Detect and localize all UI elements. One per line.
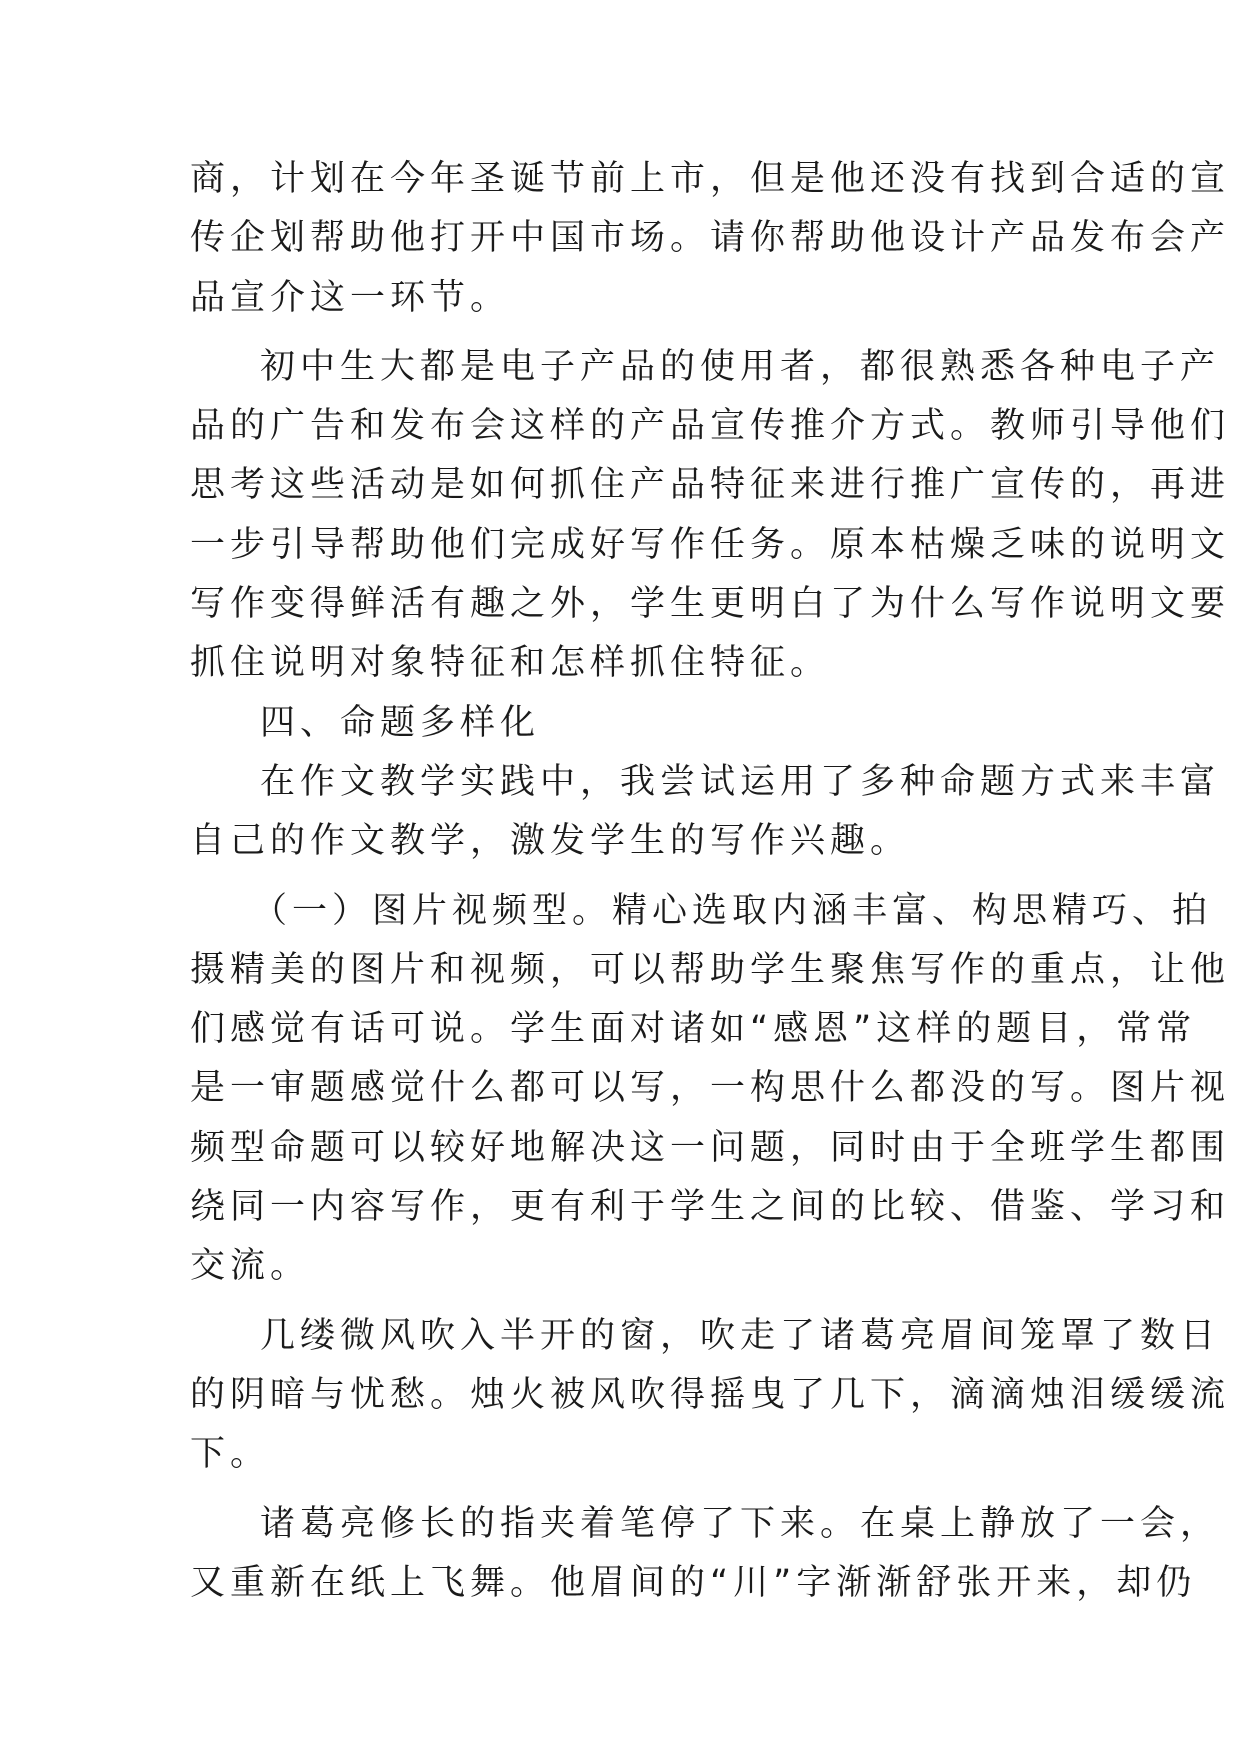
text-line: 诸葛亮修长的指夹着笔停了下来。在桌上静放了一会，	[260, 1503, 1221, 1544]
text-line: 抓住说明对象特征和怎样抓住特征。	[190, 643, 831, 684]
section-heading-text: 四、命题多样化	[260, 702, 541, 743]
text-line: 交流。	[190, 1246, 311, 1287]
text-line: 初中生大都是电子产品的使用者，都很熟悉各种电子产	[260, 346, 1221, 387]
text-line: 写作变得鲜活有趣之外，学生更明白了为什么写作说明文要	[190, 584, 1231, 625]
text-line: 频型命题可以较好地解决这一问题，同时由于全班学生都围	[190, 1127, 1231, 1168]
text-line: 自己的作文教学，激发学生的写作兴趣。	[190, 821, 911, 862]
text-line: 下。	[190, 1434, 271, 1475]
text-line: 绕同一内容写作，更有利于学生之间的比较、借鉴、学习和	[190, 1187, 1231, 1228]
paragraph-picture-video-type	[190, 882, 1231, 1297]
paragraph-students-electronics	[190, 338, 1231, 694]
paragraph-teaching-practice	[190, 753, 1221, 872]
text-line: 商，计划在今年圣诞节前上市，但是他还没有找到合适的宣	[190, 159, 1231, 199]
text-line: 又重新在纸上飞舞。他眉间的“川”字渐渐舒张开来，却仍	[190, 1562, 1197, 1603]
text-line: 几缕微风吹入半开的窗，吹走了诸葛亮眉间笼罩了数日	[260, 1315, 1221, 1356]
paragraph-zhuge-liang	[190, 1495, 1221, 1614]
text-line: 传企划帮助他打开中国市场。请你帮助他设计产品发布会产	[190, 218, 1231, 259]
text-line: 思考这些活动是如何抓住产品特征来进行推广宣传的，再进	[190, 465, 1231, 506]
text-line: 品的广告和发布会这样的产品宣传推介方式。教师引导他们	[190, 406, 1231, 447]
paragraph-product-launch	[190, 150, 1231, 328]
text-line: （一）图片视频型。精心选取内涵丰富、构思精巧、拍	[252, 890, 1213, 931]
paragraph-breeze	[190, 1307, 1231, 1485]
text-line: 摄精美的图片和视频，可以帮助学生聚焦写作的重点，让他	[190, 949, 1231, 990]
text-line: 是一审题感觉什么都可以写，一构思什么都没的写。图片视	[190, 1068, 1231, 1109]
text-line: 一步引导帮助他们完成好写作任务。原本枯燥乏味的说明文	[190, 524, 1231, 565]
text-line: 的阴暗与忧愁。烛火被风吹得摇曳了几下，滴滴烛泪缓缓流	[190, 1374, 1231, 1415]
body-text	[190, 150, 1231, 1613]
text-line: 在作文教学实践中，我尝试运用了多种命题方式来丰富	[260, 761, 1221, 802]
text-line: 们感觉有话可说。学生面对诸如“感恩”这样的题目，常常	[190, 1009, 1197, 1050]
section-heading	[190, 694, 1050, 753]
text-line: 品宣介这一环节。	[190, 277, 511, 318]
